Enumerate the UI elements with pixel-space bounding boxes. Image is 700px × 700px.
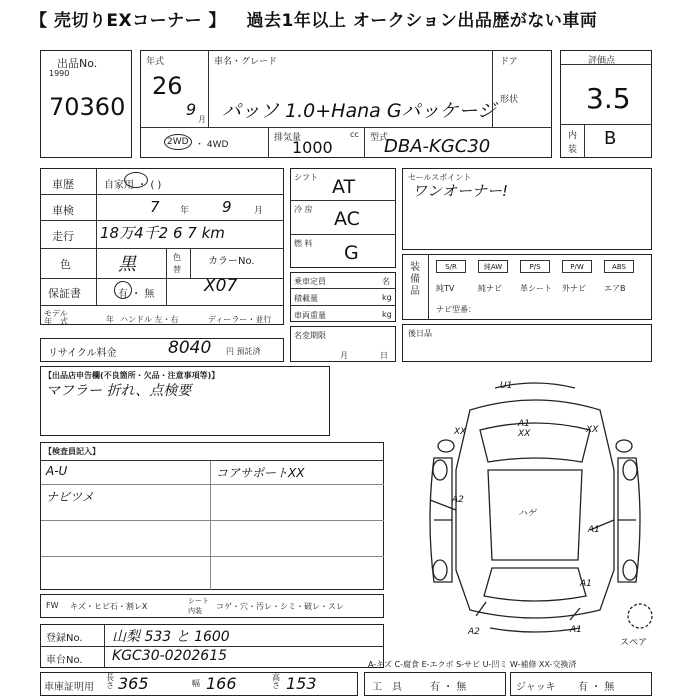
weight-unit: kg — [382, 310, 392, 319]
inspector-line2-left: ナビツメ — [46, 490, 94, 504]
warranty-value: 有 ・ 無 — [118, 289, 155, 300]
diagram-right-mirror — [616, 440, 632, 452]
lot-number: 70360 — [49, 93, 126, 121]
fuel-value: G — [344, 242, 359, 264]
door-label: ドア — [500, 57, 518, 67]
equipment-item: P/S — [520, 260, 550, 273]
recycle-label: リサイクル料金 — [48, 348, 117, 359]
jack-value: 有 ・ 無 — [578, 682, 615, 693]
navi-label: ナビ型番： — [436, 305, 476, 314]
displacement-unit: cc — [350, 130, 359, 139]
year-month-unit: 月 — [198, 115, 206, 124]
cert-width-label: 幅 — [192, 679, 200, 688]
model-label: 型式 — [370, 133, 389, 143]
diagram-tire-rl — [433, 560, 447, 580]
after-box — [402, 324, 652, 362]
diagram-mark-2: XX — [518, 429, 531, 439]
diagram-mark-3: XX — [454, 427, 467, 437]
info-table — [40, 168, 284, 325]
diagram-rear-glass — [484, 568, 586, 601]
history-value: 自家用 ・ ( ) — [104, 180, 162, 191]
displacement-label: 排気量 — [274, 133, 302, 143]
fw-label: FW — [46, 601, 59, 610]
chassis-label: 車台No. — [46, 655, 83, 666]
ac-label: 冷 房 — [294, 205, 313, 214]
drive-opt1: 2WD — [167, 137, 189, 147]
color-value: 黒 — [118, 254, 136, 275]
color-label: 色 — [60, 258, 71, 271]
equipment-item: 純TV — [436, 284, 455, 293]
ac-value: AC — [334, 208, 360, 230]
interior-label-bottom: 装 — [568, 145, 578, 155]
registration-label: 登録No. — [46, 633, 83, 644]
banner — [0, 0, 700, 34]
registration-value: 山梨 533 と 1600 — [112, 629, 230, 645]
equipment-item: 純ナビ — [478, 284, 502, 293]
name-change-month: 月 — [340, 351, 348, 360]
inspector-line1-left: A-U — [46, 464, 68, 478]
model-year-top: モデル — [44, 309, 68, 318]
interior-value: B — [604, 128, 617, 149]
diagram-mark-6: ハゲ — [518, 509, 537, 519]
lot-number-box — [40, 50, 132, 158]
shift-value: AT — [332, 176, 356, 198]
tools-label: 工 具 — [372, 682, 402, 693]
diagram-mark-1: A1 — [518, 419, 530, 429]
tools-value: 有 ・ 無 — [430, 682, 467, 693]
model-value: DBA-KGC30 — [384, 136, 491, 157]
mileage-label: 走行 — [52, 230, 74, 243]
load-unit: kg — [382, 293, 392, 302]
recycle-unit: 円 預託済 — [226, 347, 261, 356]
lot-sub: 1990 — [49, 69, 70, 78]
handle-value: ハンドル 左・右 — [120, 315, 179, 324]
year-month: 9 — [186, 100, 197, 119]
car-label: 車名・グレード — [214, 57, 278, 67]
equipment-item: S/R — [436, 260, 466, 273]
drive-opt2: ・ 4WD — [195, 140, 229, 150]
equipment-item: エアB — [604, 284, 626, 293]
interior-label-top: 内 — [568, 131, 578, 141]
inspector-line1-right: コアサポートXX — [216, 466, 305, 480]
mileage-value: 18万4千2 6 7 km — [100, 224, 225, 242]
history-circle — [124, 172, 148, 188]
inspector-box — [40, 442, 384, 590]
warranty-circle — [114, 281, 132, 299]
cert-height-value: 153 — [286, 674, 317, 693]
model-year-bottom: 年 式 — [44, 317, 68, 326]
jack-label: ジャッキ — [516, 682, 556, 693]
cert-label: 車庫証明用 — [44, 682, 94, 693]
diagram-mark-10: A1 — [570, 625, 582, 635]
diagram-mark-9: A2 — [468, 627, 480, 637]
color-code-label: カラーNo. — [208, 256, 255, 267]
inspection-label: 車検 — [52, 204, 74, 217]
dealer-value: ディーラー・並行 — [208, 315, 272, 324]
diagram-mark-4: XX — [586, 425, 599, 435]
banner-right: 過去1年以上 オークション出品歴がない車両 — [246, 11, 598, 31]
dealer-notes-value: マフラー 折れ、点検要 — [46, 383, 192, 399]
diagram-spare-tire — [628, 604, 652, 628]
warranty-label: 保証書 — [48, 287, 81, 300]
year-value: 26 — [152, 72, 183, 100]
color-change-bottom: 替 — [173, 265, 181, 274]
diagram-rear-bumper — [490, 628, 580, 632]
equipment-item: P/W — [562, 260, 592, 273]
shift-label: シフト — [294, 173, 318, 182]
displacement-value: 1000 — [292, 138, 333, 157]
score-value: 3.5 — [586, 82, 631, 115]
diagram-mark-7: A1 — [588, 525, 600, 535]
model-year-unit: 年 — [106, 315, 114, 324]
name-change-label: 名変期限 — [294, 331, 326, 340]
cert-length-value: 365 — [118, 674, 149, 693]
lot-label: 出品No. — [57, 57, 98, 70]
car-value: パッソ 1.0+Hana Gパッケージ — [222, 100, 497, 122]
cert-height-label: 高さ — [272, 673, 280, 690]
diagram-mark-5: A2 — [452, 495, 464, 505]
equipment-item: ABS — [604, 260, 634, 273]
sales-point-value: ワンオーナー! — [412, 182, 509, 200]
diagram-left-mirror — [438, 440, 454, 452]
recycle-value: 8040 — [168, 338, 212, 358]
car-diagram — [400, 370, 670, 648]
equipment-item: 純AW — [478, 260, 508, 273]
banner-left: 【 売切りEXコーナー 】 — [30, 11, 227, 31]
diagram-mark-8: A1 — [580, 579, 592, 589]
color-code-value: X07 — [204, 276, 238, 296]
equipment-item: 革シート — [520, 284, 552, 293]
history-label: 車歴 — [52, 178, 74, 191]
year-label: 年式 — [146, 57, 165, 67]
weight-label: 車両重量 — [294, 311, 326, 320]
dealer-notes-label: 【出品店申告欄(不良箇所・欠品・注意事項等)】 — [44, 371, 220, 380]
fw-value: キズ・ヒビ石・割レX — [70, 602, 148, 611]
after-label: 後日品 — [408, 329, 432, 338]
diagram-windshield — [480, 423, 590, 462]
diagram-tire-fr — [623, 460, 637, 480]
fw-value2: コゲ・穴・汚レ・シミ・破レ・スレ — [216, 602, 344, 611]
diagram-tire-fl — [433, 460, 447, 480]
chassis-value: KGC30-0202615 — [112, 648, 228, 664]
spare-label: スペア — [620, 638, 648, 648]
inspection-month: 9 — [222, 198, 232, 216]
inspection-year: 7 — [150, 198, 160, 216]
sales-point-label: セールスポイント — [408, 173, 472, 182]
score-label: 評価点 — [588, 56, 616, 66]
equipment-item: 外ナビ — [562, 284, 586, 293]
diagram-mark-0: U1 — [500, 381, 513, 391]
capacity-label: 乗車定員 — [294, 277, 326, 286]
equipment-label: 装備品 — [410, 262, 420, 297]
cert-width-value: 166 — [206, 674, 237, 693]
load-label: 積載量 — [294, 294, 318, 303]
inspector-label: 【検査員記入】 — [44, 447, 100, 456]
damage-legend: A-キズ C-腐食 E-エクボ S-サビ U-凹ミ W-補修 XX-交換済 — [368, 660, 577, 669]
diagram-tire-rr — [623, 560, 637, 580]
fuel-label: 燃 料 — [294, 239, 313, 248]
name-change-day: 日 — [380, 351, 388, 360]
shape-label: 形状 — [500, 95, 519, 105]
cert-length-label: 長さ — [106, 673, 114, 690]
color-change-top: 色 — [173, 253, 181, 262]
inspection-month-unit: 月 — [254, 206, 264, 216]
seat-label-bottom: 内装 — [188, 607, 202, 615]
inspection-year-unit: 年 — [180, 206, 190, 216]
seat-label-top: シート — [188, 597, 209, 605]
capacity-unit: 名 — [382, 277, 390, 286]
